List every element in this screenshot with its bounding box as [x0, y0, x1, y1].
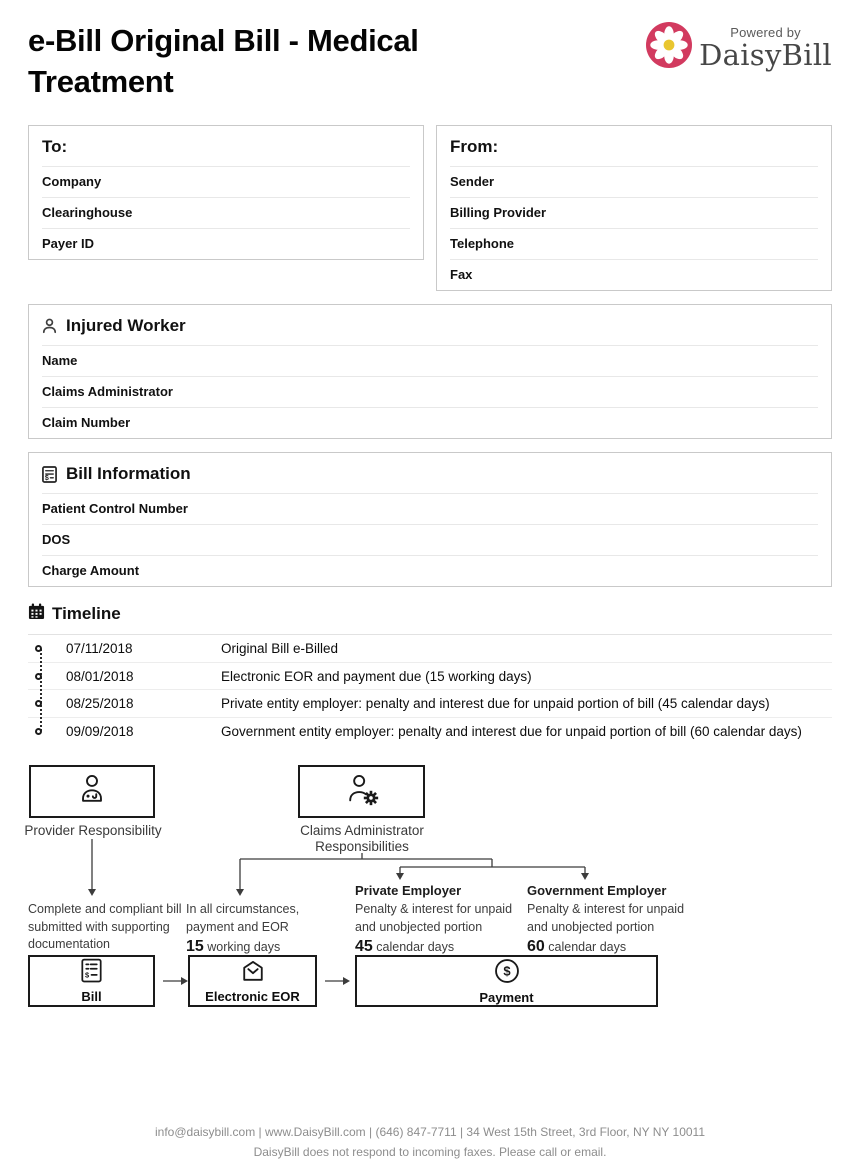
to-heading: To: [42, 126, 410, 167]
person-icon [42, 318, 57, 334]
injured-worker-heading: Injured Worker [66, 316, 186, 336]
timeline-marker-icon [35, 700, 42, 707]
bill-information-heading: Bill Information [66, 464, 191, 484]
bill-box-label: Bill [81, 989, 102, 1005]
doctor-icon [75, 772, 109, 811]
field-sender: Sender [450, 167, 818, 198]
timeline-date: 08/25/2018 [66, 696, 134, 712]
payment-box-label: Payment [479, 989, 534, 1005]
timeline-marker-icon [35, 728, 42, 735]
footer [28, 1123, 832, 1161]
timeline-date: 08/01/2018 [66, 668, 134, 684]
private-employer-title: Private Employer [355, 883, 462, 899]
field-company: Company [42, 167, 410, 198]
timeline-event [28, 635, 832, 663]
timeline-connector-line [40, 649, 42, 731]
timeline-event [28, 718, 832, 746]
field-patient-control-number: Patient Control Number [42, 494, 818, 525]
calendar-icon [28, 603, 45, 625]
brand-wordmark: DaisyBill [699, 37, 832, 72]
bill-receipt-icon [42, 466, 57, 483]
daisy-flower-icon [646, 22, 692, 73]
envelope-icon [241, 959, 265, 988]
government-employer-note: Penalty & interest for unpaid and unobjected portion 60 calendar days [527, 902, 685, 956]
timeline-event [28, 690, 832, 718]
timeline-description: Government entity employer: penalty and interest due for unpaid portion of bill (60 calendar days) [221, 724, 802, 740]
footer-fax-note: DaisyBill does not respond to incoming faxes. Please call or email. [253, 1144, 607, 1159]
timeline-event [28, 663, 832, 691]
provider-responsibility-box [29, 765, 155, 818]
responsibility-flow-diagram [24, 759, 832, 1011]
timeline-section [28, 589, 832, 745]
bill-document-icon [81, 958, 102, 988]
page-title: e-Bill Original Bill - Medical Treatment [28, 23, 419, 100]
provider-responsibility-label: Provider Responsibility [24, 823, 162, 839]
svg-text:$: $ [84, 970, 90, 980]
dollar-circle-icon [494, 958, 520, 989]
field-charge-amount: Charge Amount [42, 563, 140, 579]
document-page [0, 20, 860, 1162]
field-clearinghouse: Clearinghouse [42, 198, 410, 229]
header [28, 20, 832, 102]
timeline-date: 07/11/2018 [66, 641, 133, 657]
powered-by-text: Powered by [730, 24, 801, 40]
private-employer-note: Penalty & interest for unpaid and unobjected portion 45 calendar days [355, 902, 513, 956]
timeline-date: 09/09/2018 [66, 724, 134, 740]
provider-note: Complete and compliant bill submitted with supporting documentation [28, 902, 182, 952]
timeline-description: Electronic EOR and payment due (15 working days) [221, 668, 532, 684]
svg-text:$: $ [44, 475, 49, 483]
electronic-eor-flow-box [188, 955, 317, 1007]
timeline-marker-icon [35, 673, 42, 680]
bill-information-section [28, 452, 832, 587]
footer-contact-line: info@daisybill.com | www.DaisyBill.com | (646) 847-7711 | 34 West 15th Street, 3rd Floor, NY NY 10011 [154, 1125, 705, 1140]
to-box [28, 125, 424, 260]
svg-text:$: $ [502, 963, 511, 979]
claims-administrator-label: Claims Administrator Responsibilities [300, 823, 424, 855]
field-claims-administrator: Claims Administrator [42, 377, 818, 408]
government-days-number: 60 [527, 938, 545, 956]
field-billing-provider: Billing Provider [450, 198, 818, 229]
field-claim-number: Claim Number [42, 415, 131, 431]
field-dos: DOS [42, 525, 818, 556]
timeline-heading: Timeline [52, 604, 121, 624]
field-telephone: Telephone [450, 229, 818, 260]
field-name: Name [42, 346, 818, 377]
person-gear-icon [341, 772, 383, 811]
timeline-description: Private entity employer: penalty and interest due for unpaid portion of bill (45 calendar days) [221, 696, 770, 712]
field-payer-id: Payer ID [42, 236, 95, 252]
timeline-list [28, 635, 832, 745]
government-employer-title: Government Employer [527, 883, 667, 899]
working-days-number: 15 [186, 938, 204, 956]
timeline-description: Original Bill e-Billed [221, 641, 339, 657]
daisybill-logo [646, 22, 832, 73]
bill-flow-box [28, 955, 155, 1007]
timeline-marker-icon [35, 645, 42, 652]
payment-flow-box [355, 955, 658, 1007]
eor-box-label: Electronic EOR [205, 988, 300, 1004]
to-from-row [28, 125, 832, 291]
from-heading: From: [450, 126, 818, 167]
from-box [436, 125, 832, 291]
all-circumstances-note: In all circumstances, payment and EOR 15 working days [186, 902, 300, 956]
private-days-number: 45 [355, 938, 373, 956]
field-fax: Fax [450, 267, 473, 283]
injured-worker-section [28, 304, 832, 439]
claims-administrator-box [298, 765, 425, 818]
